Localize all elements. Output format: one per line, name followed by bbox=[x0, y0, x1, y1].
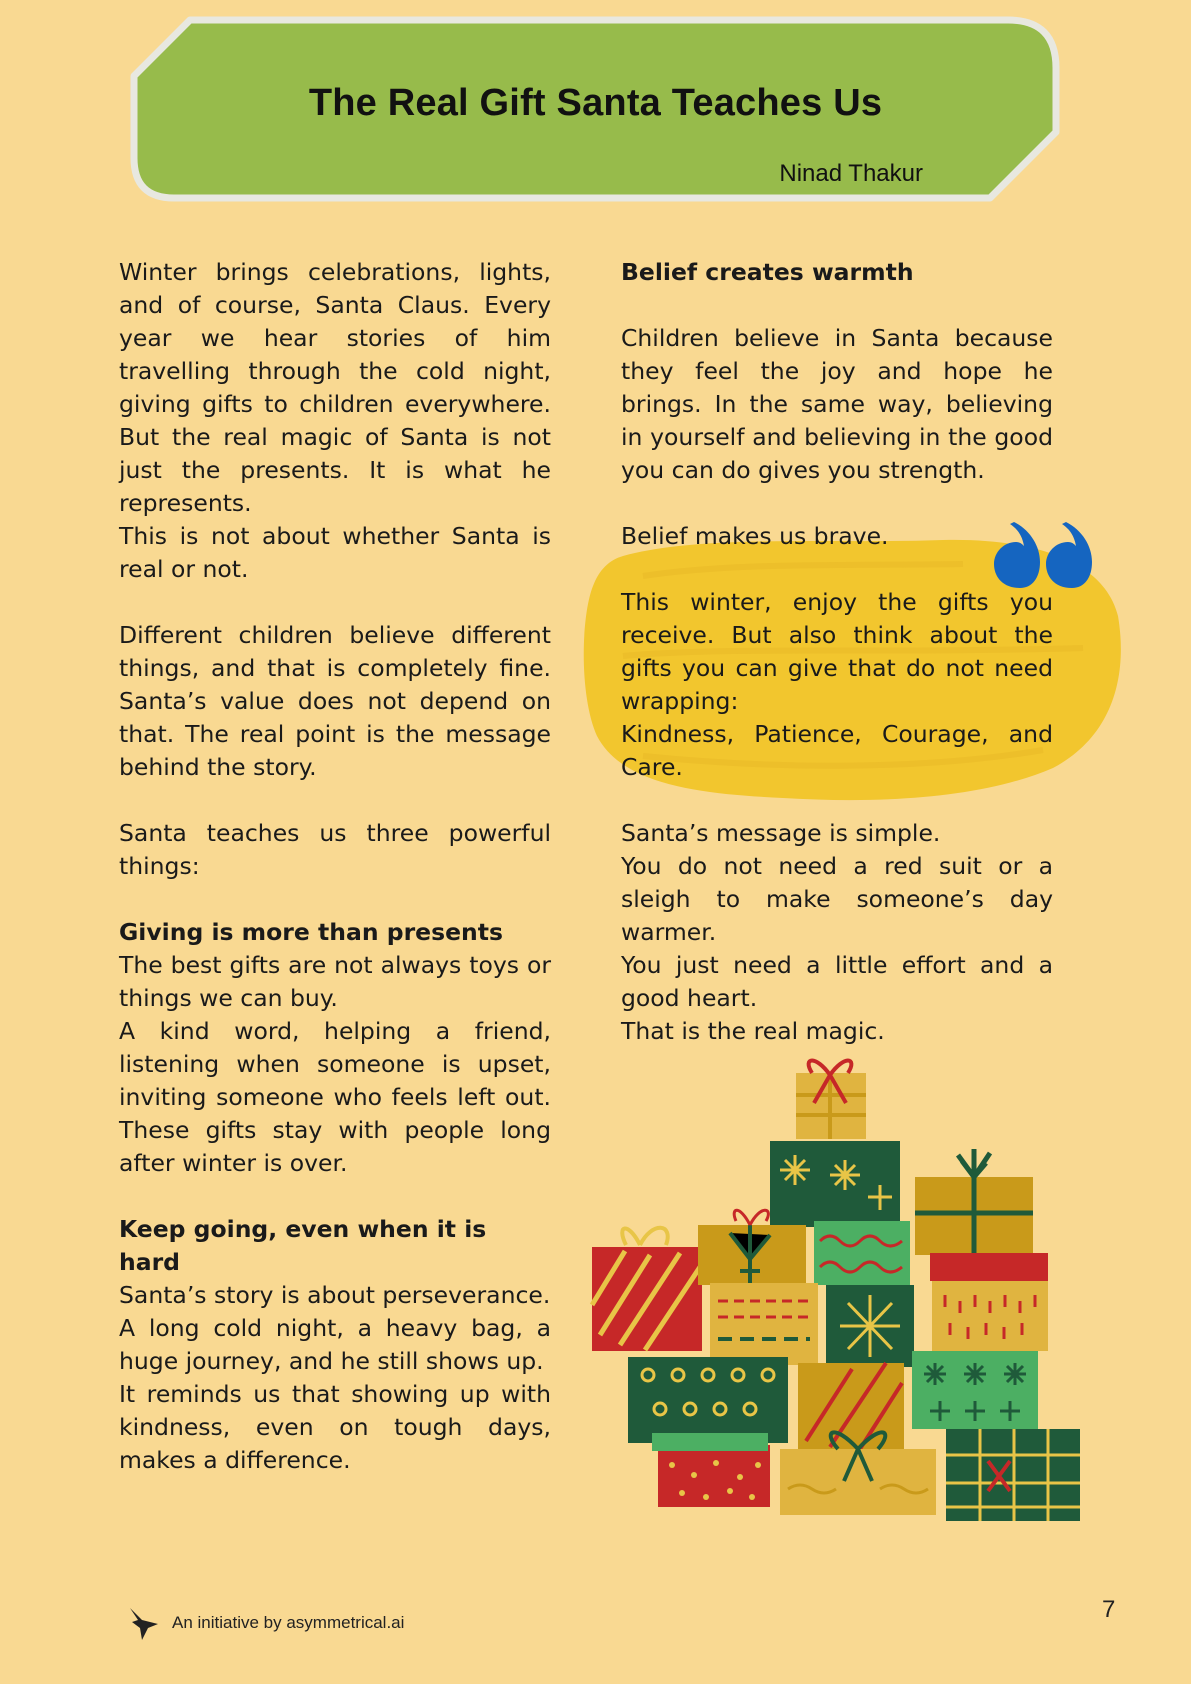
page-title: The Real Gift Santa Teaches Us bbox=[308, 82, 883, 124]
closing-line-1: Santa’s message is simple. bbox=[621, 819, 941, 847]
left-column bbox=[119, 256, 551, 1477]
gift-stack-illustration bbox=[590, 1045, 1085, 1525]
quote-values: Kindness, Patience, Courage, and Care. bbox=[621, 720, 1053, 781]
belief-paragraph: Different children believe different things, and that is completely fine. Santa’s value does not depend on that. The real point is the message behind the story. bbox=[119, 621, 551, 781]
keep-going-paragraph-3: It reminds us that showing up with kindness, even on tough days, makes a difference. bbox=[119, 1380, 551, 1474]
keep-going-paragraph-2: A long cold night, a heavy bag, a huge journey, and he still shows up. bbox=[119, 1314, 551, 1375]
page-number: 7 bbox=[1102, 1596, 1116, 1623]
giving-paragraph: The best gifts are not always toys or things we can buy. bbox=[119, 951, 551, 1012]
footer-text: An initiative by asymmetrical.ai bbox=[172, 1613, 405, 1632]
closing-line-2: You do not need a red suit or a sleigh to make someone’s day warmer. bbox=[621, 852, 1053, 946]
belief-brave-line: Belief makes us brave. bbox=[621, 522, 889, 550]
giving-paragraph-2: A kind word, helping a friend, listening when someone is upset, inviting someone who feels left out. These gifts stay with people long after winter is over. bbox=[119, 1017, 551, 1177]
keep-going-paragraph: Santa’s story is about perseverance. bbox=[119, 1281, 551, 1309]
author-name: Ninad Thakur bbox=[779, 160, 923, 187]
intro-paragraph-2: This is not about whether Santa is real or not. bbox=[119, 522, 551, 583]
three-things-paragraph: Santa teaches us three powerful things: bbox=[119, 819, 551, 880]
bird-logo-icon bbox=[128, 1606, 162, 1642]
intro-paragraph: Winter brings celebrations, lights, and of course, Santa Claus. Every year we hear stories of him travelling through the cold night, giving gifts to children everywhere. But the real magic of Santa is not just the presents. It is what he represents. bbox=[119, 258, 551, 517]
section-heading-giving: Giving is more than presents bbox=[119, 918, 503, 946]
quote-text: This winter, enjoy the gifts you receive. But also think about the gifts you can give that do not need wrapping: bbox=[621, 588, 1053, 715]
section-heading-keep-going: Keep going, even when it is hard bbox=[119, 1215, 487, 1276]
belief-warmth-paragraph: Children believe in Santa because they feel the joy and hope he brings. In the same way, believing in yourself and believing in the good you can do gives you strength. bbox=[621, 324, 1053, 484]
closing-line-4: That is the real magic. bbox=[621, 1017, 885, 1045]
closing-line-3: You just need a little effort and a good heart. bbox=[621, 951, 1053, 1012]
header-banner bbox=[128, 14, 1063, 204]
section-heading-belief: Belief creates warmth bbox=[621, 258, 914, 286]
right-column bbox=[621, 256, 1053, 1048]
